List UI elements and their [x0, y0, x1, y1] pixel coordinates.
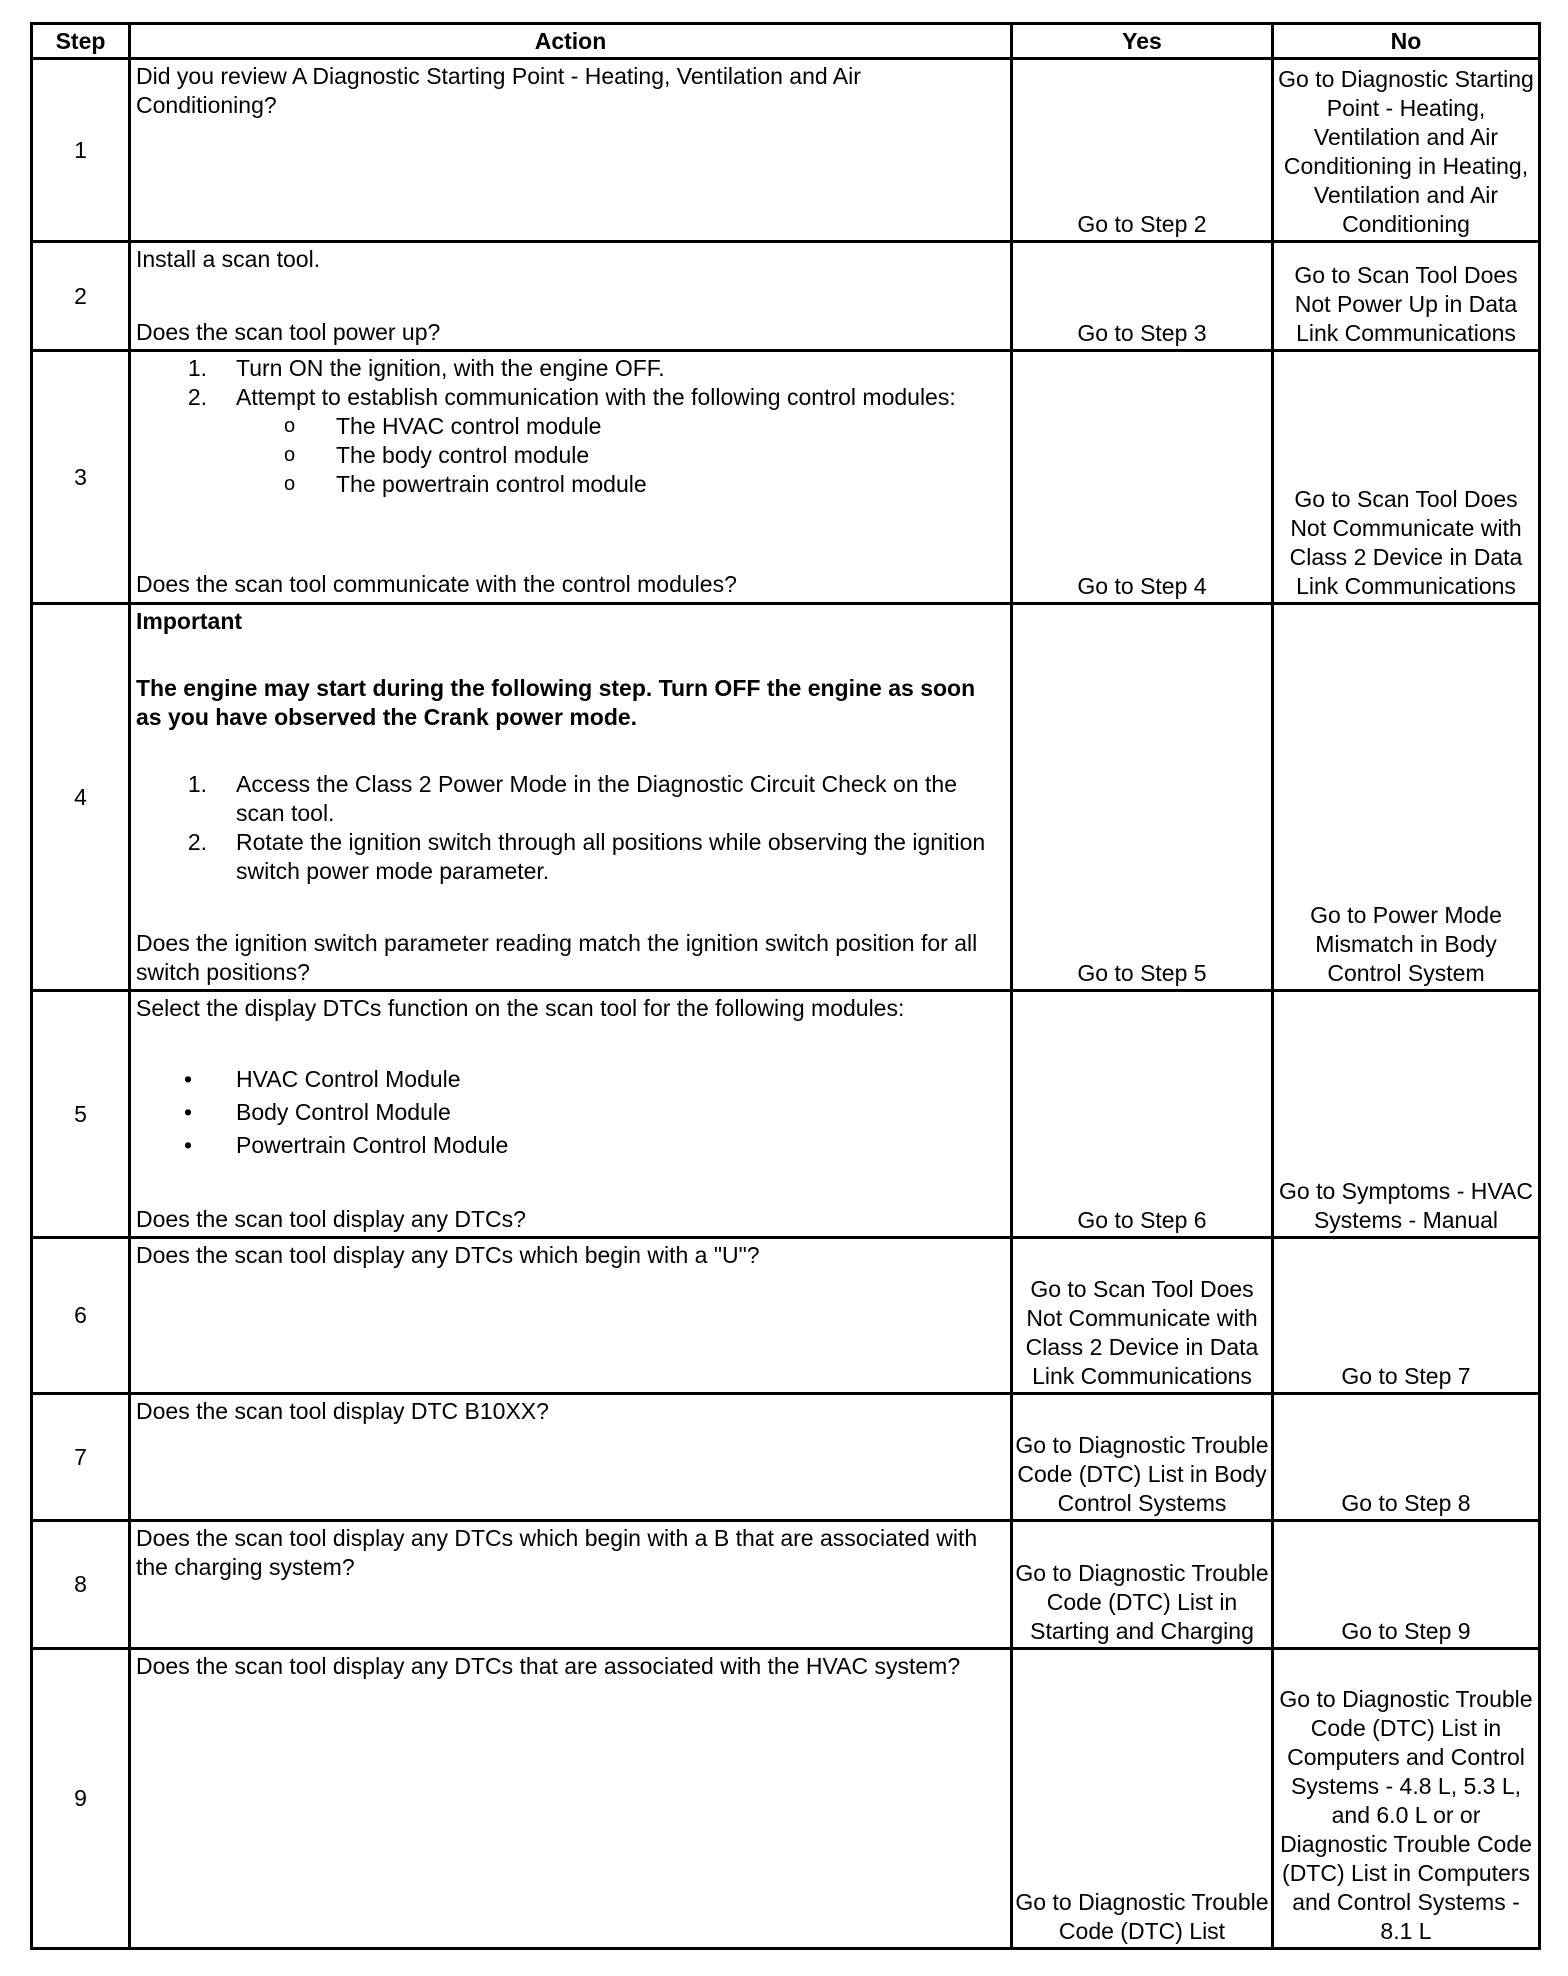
action-question: Does the scan tool display any DTCs? — [136, 1206, 526, 1232]
table-row — [32, 604, 1540, 991]
list-item: • Powertrain Control Module — [184, 1132, 509, 1158]
bullet-icon: • — [184, 1132, 193, 1158]
action-cell — [130, 991, 1012, 1238]
diagnostic-table — [30, 22, 1541, 1950]
action-cell — [130, 242, 1012, 351]
yes-link[interactable]: Go to Diagnostic Trouble Code (DTC) List — [1012, 1649, 1273, 1949]
action-cell — [130, 59, 1012, 242]
numbered-steps — [136, 770, 1005, 886]
action-question: Does the scan tool display any DTCs which begin with a "U"? — [136, 1242, 760, 1268]
step-number: 4 — [32, 604, 130, 991]
action-instruction: Install a scan tool. — [136, 246, 321, 272]
list-item: 2. Rotate the ignition switch through all positions while observing the ignition switch power mode parameter. — [187, 829, 986, 884]
table-row — [32, 59, 1540, 242]
yes-link[interactable]: Go to Step 5 — [1012, 604, 1273, 991]
no-link[interactable]: Go to Scan Tool Does Not Communicate with Class 2 Device in Data Link Communications — [1273, 351, 1540, 604]
step-number: 2 — [32, 242, 130, 351]
table-row — [32, 991, 1540, 1238]
module-list — [136, 412, 1005, 499]
circle-bullet-icon: o — [284, 473, 296, 495]
step-number: 3 — [32, 351, 130, 604]
numbered-steps — [136, 354, 1005, 412]
action-question: Does the scan tool power up? — [136, 319, 441, 345]
no-link[interactable]: Go to Step 8 — [1273, 1394, 1540, 1521]
bullet-icon: • — [184, 1066, 193, 1092]
action-question: Does the ignition switch parameter reading match the ignition switch position for all switch positions? — [136, 930, 978, 985]
table-row — [32, 1649, 1540, 1949]
list-item: o The body control module — [284, 442, 590, 468]
step-number: 5 — [32, 991, 130, 1238]
bullet-icon: • — [184, 1099, 193, 1125]
list-item: 2. Attempt to establish communication with the following control modules: — [187, 384, 956, 410]
header-row — [32, 24, 1540, 59]
header-action: Action — [130, 24, 1012, 59]
no-link[interactable]: Go to Diagnostic Trouble Code (DTC) List in Computers and Control Systems - 4.8 L, 5.3 L, and 6.0 L or or Diagnostic Trouble Code (DTC) List in Computers and Control Systems - 8.1 L — [1273, 1649, 1540, 1949]
action-question: Does the scan tool display any DTCs which begin with a B that are associated with the charging system? — [136, 1525, 978, 1580]
action-cell — [130, 1238, 1012, 1394]
action-cell — [130, 1521, 1012, 1649]
circle-bullet-icon: o — [284, 444, 296, 466]
table-row — [32, 242, 1540, 351]
action-question: Did you review A Diagnostic Starting Point - Heating, Ventilation and Air Conditioning? — [136, 63, 861, 118]
no-link[interactable]: Go to Symptoms - HVAC Systems - Manual — [1273, 991, 1540, 1238]
table-row — [32, 1238, 1540, 1394]
step-number: 1 — [32, 59, 130, 242]
yes-link[interactable]: Go to Diagnostic Trouble Code (DTC) List in Body Control Systems — [1012, 1394, 1273, 1521]
module-list — [136, 1065, 1005, 1160]
no-link[interactable]: Go to Scan Tool Does Not Power Up in Data Link Communications — [1273, 242, 1540, 351]
action-cell — [130, 351, 1012, 604]
step-number: 6 — [32, 1238, 130, 1394]
yes-link[interactable]: Go to Step 6 — [1012, 991, 1273, 1238]
table-row — [32, 1521, 1540, 1649]
action-question: Does the scan tool communicate with the control modules? — [136, 571, 737, 597]
header-yes: Yes — [1012, 24, 1273, 59]
important-note: The engine may start during the following step. Turn OFF the engine as soon as you have observed the Crank power mode. — [136, 675, 976, 730]
table-row — [32, 351, 1540, 604]
list-item: • HVAC Control Module — [184, 1066, 461, 1092]
step-number: 7 — [32, 1394, 130, 1521]
diagnostic-table-page — [30, 22, 1538, 1950]
action-cell — [130, 604, 1012, 991]
action-question: Does the scan tool display DTC B10XX? — [136, 1398, 549, 1424]
no-link[interactable]: Go to Step 9 — [1273, 1521, 1540, 1649]
action-cell — [130, 1649, 1012, 1949]
yes-link[interactable]: Go to Scan Tool Does Not Communicate with Class 2 Device in Data Link Communications — [1012, 1238, 1273, 1394]
yes-link[interactable]: Go to Step 2 — [1012, 59, 1273, 242]
header-step: Step — [32, 24, 130, 59]
list-item: • Body Control Module — [184, 1099, 451, 1125]
list-item: o The powertrain control module — [284, 471, 647, 497]
yes-link[interactable]: Go to Step 3 — [1012, 242, 1273, 351]
action-cell — [130, 1394, 1012, 1521]
table-row — [32, 1394, 1540, 1521]
step-number: 9 — [32, 1649, 130, 1949]
no-link[interactable]: Go to Power Mode Mismatch in Body Control System — [1273, 604, 1540, 991]
action-instruction: Select the display DTCs function on the scan tool for the following modules: — [136, 995, 905, 1021]
yes-link[interactable]: Go to Step 4 — [1012, 351, 1273, 604]
yes-link[interactable]: Go to Diagnostic Trouble Code (DTC) List in Starting and Charging — [1012, 1521, 1273, 1649]
list-item: o The HVAC control module — [284, 413, 602, 439]
circle-bullet-icon: o — [284, 415, 296, 437]
step-number: 8 — [32, 1521, 130, 1649]
list-item: 1. Turn ON the ignition, with the engine OFF. — [187, 355, 665, 381]
action-question: Does the scan tool display any DTCs that are associated with the HVAC system? — [136, 1653, 961, 1679]
list-item: 1. Access the Class 2 Power Mode in the Diagnostic Circuit Check on the scan tool. — [187, 771, 957, 826]
no-link[interactable]: Go to Step 7 — [1273, 1238, 1540, 1394]
important-label: Important — [136, 608, 243, 634]
no-link[interactable]: Go to Diagnostic Starting Point - Heating, Ventilation and Air Conditioning in Heating, Ventilation and Air Conditioning — [1273, 59, 1540, 242]
header-no: No — [1273, 24, 1540, 59]
